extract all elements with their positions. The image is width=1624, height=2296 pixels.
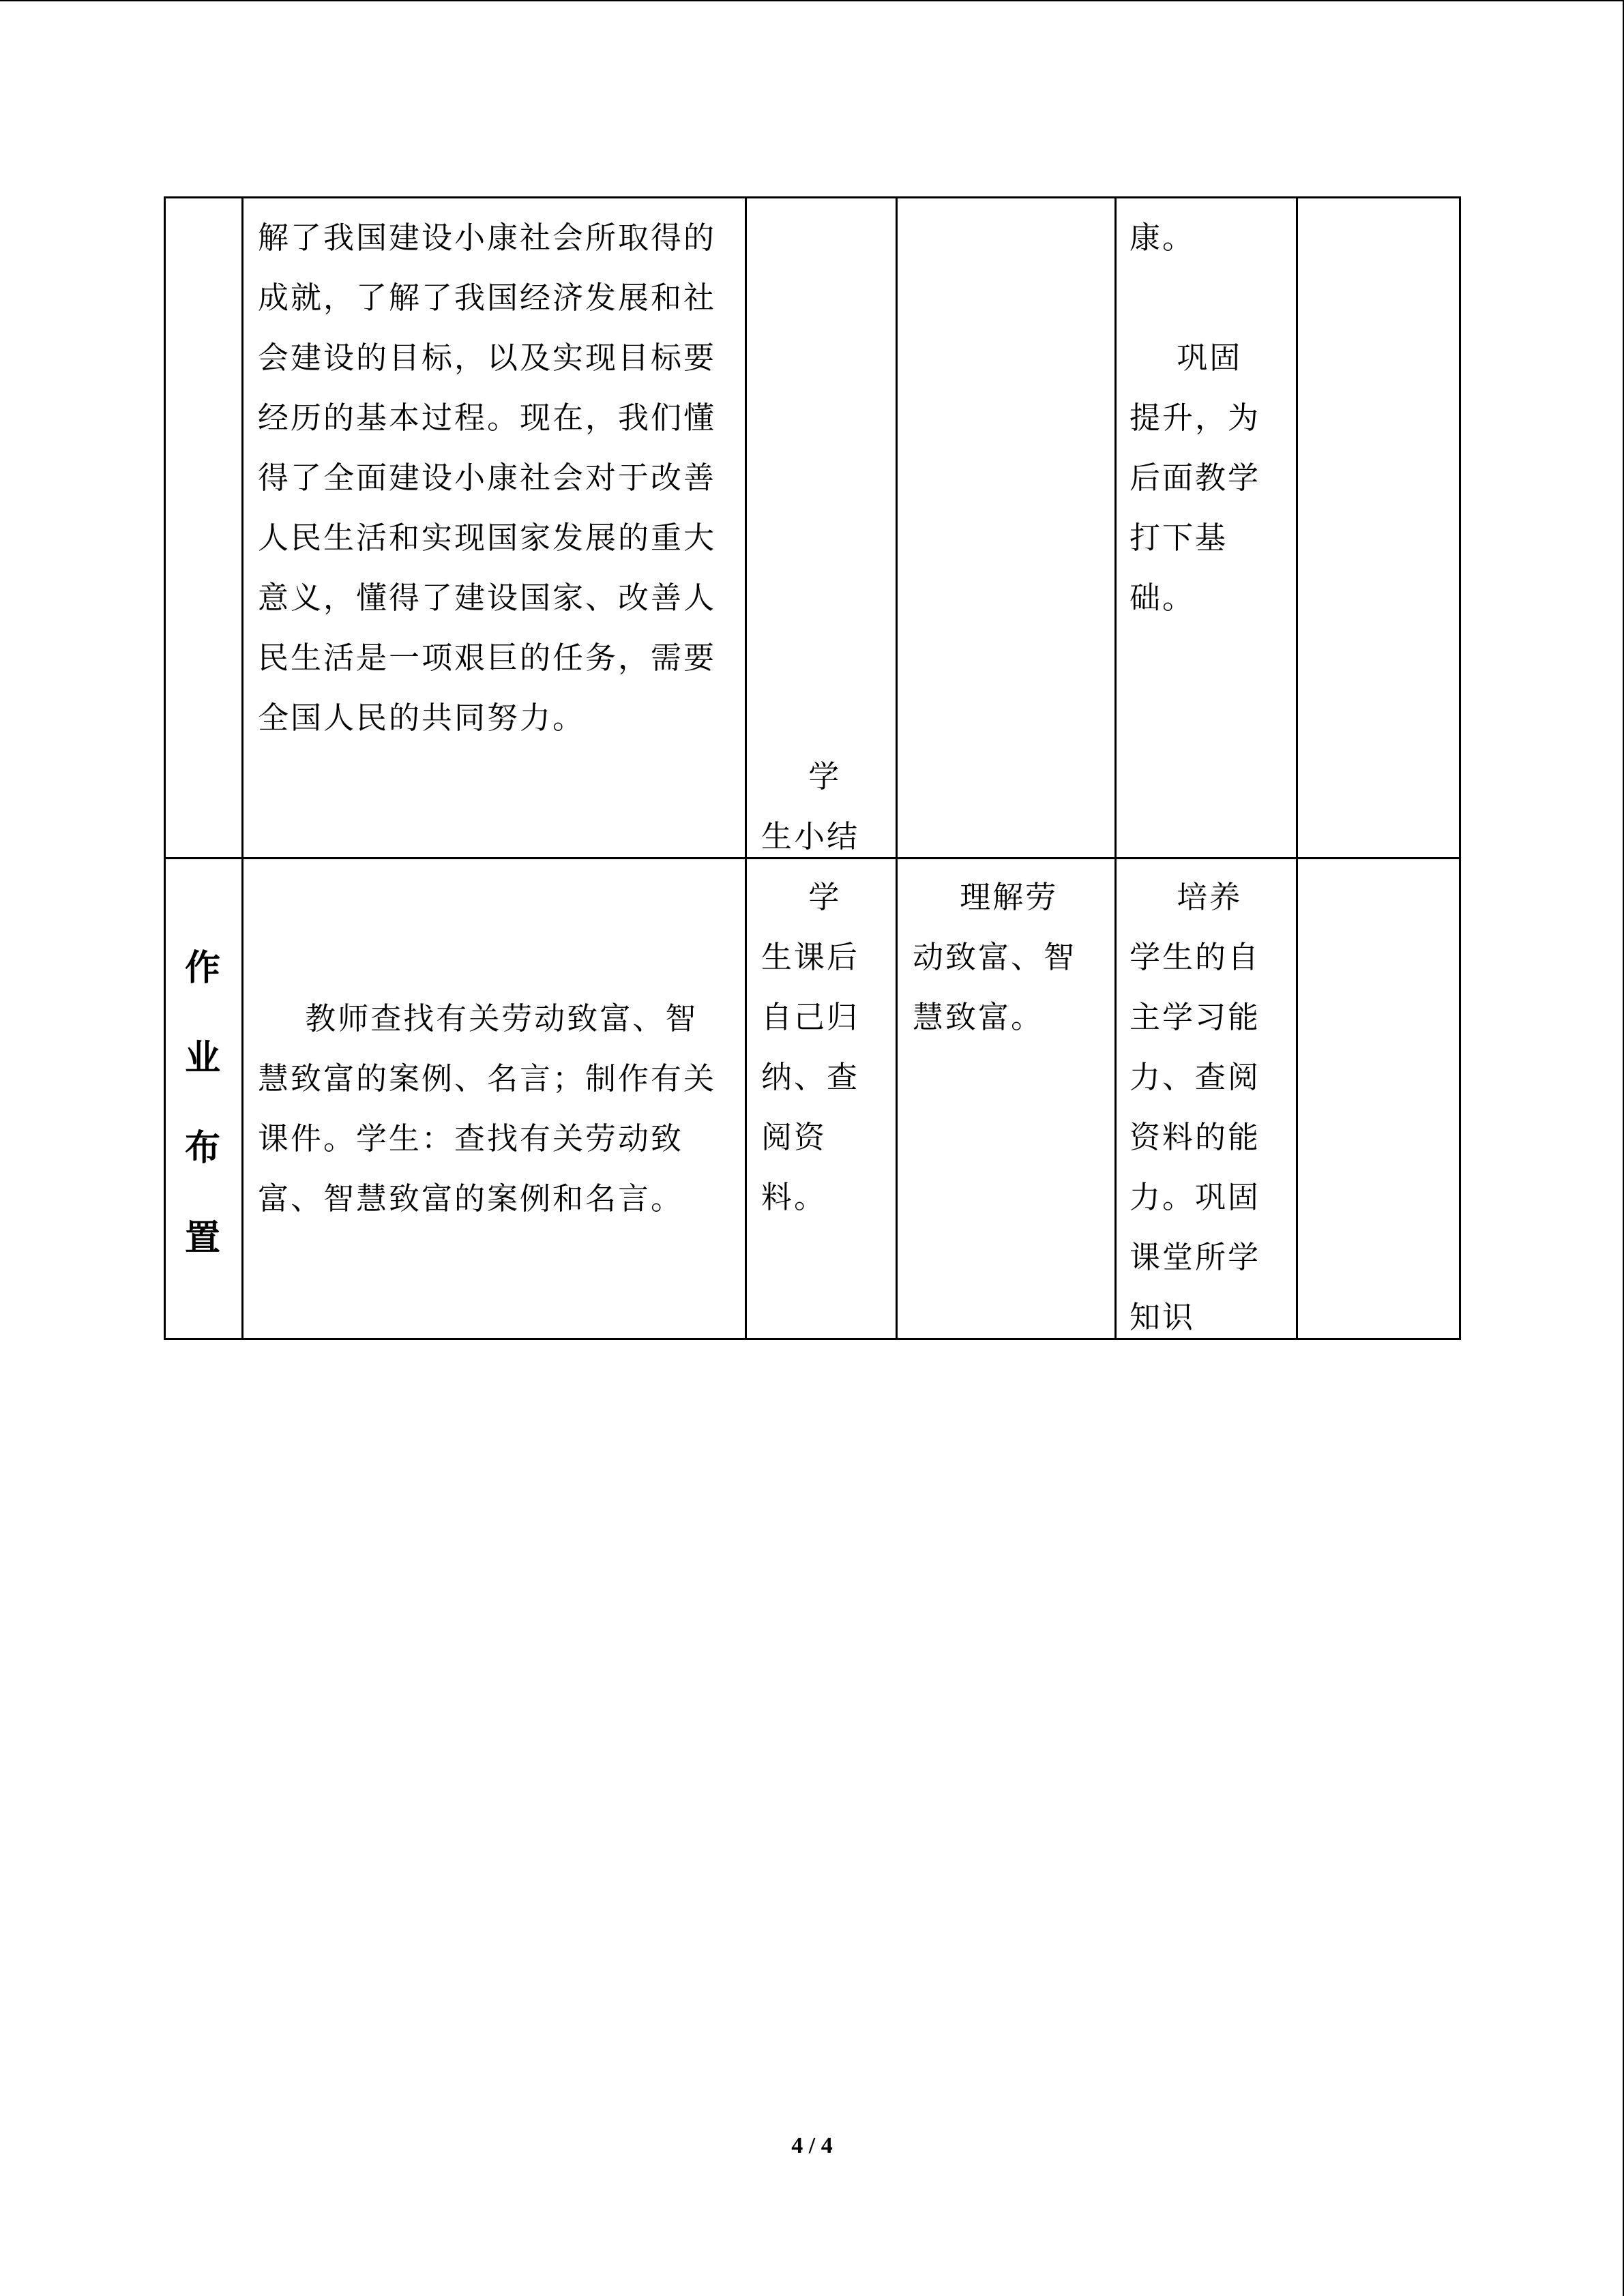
row2-section-label: 作 业 布 置 [184, 948, 220, 1259]
col-line-2 [745, 196, 747, 1340]
col-line-3 [896, 196, 898, 1340]
page-number: 4 / 4 [791, 2133, 833, 2158]
col-line-6 [1459, 196, 1461, 1340]
row1-content-text: 解了我国建设小康社会所取得的 成就，了解了我国经济发展和社 会建设的目标，以及实现目标要 经历的基本过程。现在，我们懂 得了全面建设小康社会对于改善 人民生活和实现国家发展的重大 意义，懂得了建设国家、改善人 民生活是一项艰巨的任务，需要 全国人民的共同努力。 [258, 220, 717, 736]
table-top-border [164, 196, 1461, 198]
row2-content-text: 教师查找有关劳动致富、智 慧致富的案例、名言；制作有关 课件。学生：查找有关劳动致 富、智慧致富的案例和名言。 [258, 1000, 717, 1217]
col-line-1 [241, 196, 243, 1340]
col-line-0 [164, 196, 166, 1340]
row2-learning-goal: 理解劳 动致富、智 慧致富。 [913, 879, 1077, 1035]
col-line-4 [1114, 196, 1117, 1340]
table-bottom-border [164, 1338, 1461, 1340]
col-line-5 [1296, 196, 1298, 1340]
row2-design-intent: 培养 学生的自 主学习能 力、查阅 资料的能 力。巩固 课堂所学 知识 [1130, 879, 1261, 1335]
row1-design-intent: 康。 巩固 提升，为 后面教学 打下基 础。 [1130, 220, 1261, 616]
row1-student-activity: 学 生小结 [761, 758, 860, 854]
row2-student-activity: 学 生课后 自己归 纳、查 阅资 料。 [761, 879, 860, 1215]
